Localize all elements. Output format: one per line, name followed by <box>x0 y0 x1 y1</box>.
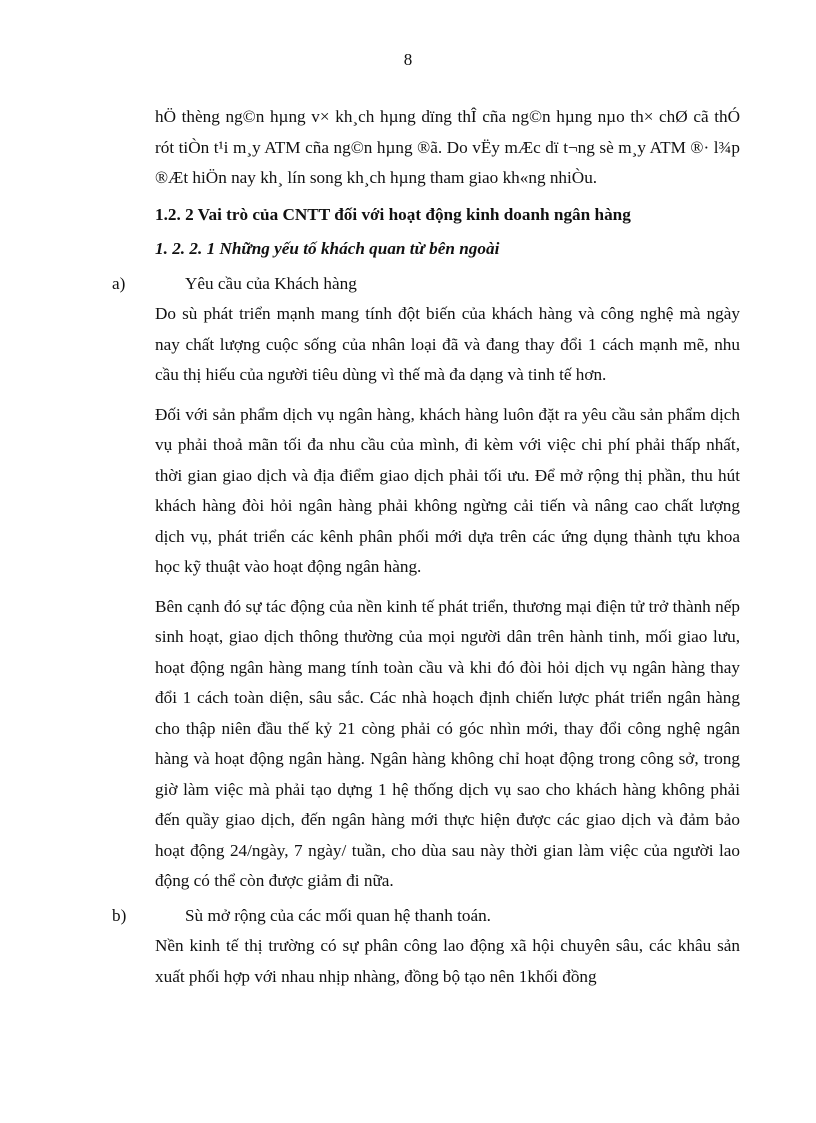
paragraph-continued: hÖ thèng ng©n hµng v× kh¸ch hµng dïng thÎ cña ng©n hµng nµo th× chØ cã thÓ rót tiÒn t¹i m¸y ATM cña ng©n hµng ®ã. Do vËy mÆc dï t¬ng sè m¸y ATM ®· l¾p ®Æt hiÖn nay kh¸ lín song kh¸ch hµng tham giao kh«ng nhiÒu. <box>155 107 740 187</box>
list-marker-b: b) <box>112 905 127 925</box>
paragraph-2: Đối với sản phẩm dịch vụ ngân hàng, khách hàng luôn đặt ra yêu cầu sản phẩm dịch vụ phải thoả mãn tối đa nhu cầu của mình, đi kèm với việc chi phí phải thấp nhất, thời gian giao dịch và địa điểm giao dịch phải tối ưu. Để mở rộng thị phần, thu hút khách hàng đòi hỏi ngân hàng phải không ngừng cải tiến và nâng cao chất lượng dịch vụ, phát triển các kênh phân phối mới dựa trên các ứng dụng thành tựu khoa học kỹ thuật vào hoạt động ngân hàng. <box>155 404 740 576</box>
list-marker-a: a) <box>112 273 126 293</box>
list-item-b-title: Sù mở rộng của các mối quan hệ thanh toán. <box>185 905 491 925</box>
section-heading: 1.2. 2 Vai trò của CNTT đối với hoạt động kinh doanh ngân hàng <box>155 204 631 224</box>
paragraph-1: Do sù phát triển mạnh mang tính đột biến của khách hàng và công nghệ mà ngày nay chất lượng cuộc sống của nhân loại đã và đang thay đổi 1 cách mạnh mẽ, nhu cầu thị hiếu của người tiêu dùng vì thế mà đa dạng và tinh tế hơn. <box>155 304 740 384</box>
page-content <box>112 102 740 992</box>
list-item-b <box>112 901 740 932</box>
subsection-heading: 1. 2. 2. 1 Những yếu tố khách quan từ bên ngoài <box>155 239 500 258</box>
paragraph-4: Nền kinh tế thị trường có sự phân công lao động xã hội chuyên sâu, các khâu sản xuất phối hợp với nhau nhịp nhàng, đồng bộ tạo nên 1khối đồng <box>155 936 740 986</box>
paragraph-3: Bên cạnh đó sự tác động của nền kinh tế phát triển, thương mại điện tử trở thành nếp sinh hoạt, giao dịch thông thường của mọi người dân trên hành tinh, mối giao lưu, hoạt động ngân hàng mang tính toàn cầu và khi đó đòi hỏi dịch vụ ngân hàng thay đổi 1 cách toàn diện, sâu sắc. Các nhà hoạch định chiến lược phát triển ngân hàng cho thập niên đầu thế kỷ 21 còng phải có góc nhìn mới, thay đổi công nghệ ngân hàng và hoạt động ngân hàng. Ngân hàng không chỉ hoạt động trong công sở, trong giờ làm việc mà phải tạo dựng 1 hệ thống dịch vụ sao cho khách hàng không phải đến quầy giao dịch, đến ngân hàng mới thực hiện được các giao dịch và đảm bảo hoạt động 24/ngày, 7 ngày/ tuần, cho dùa sau này thời gian làm việc của người lao động có thể còn được giảm đi nữa. <box>155 596 740 890</box>
list-item-a <box>112 269 740 300</box>
list-item-a-title: Yêu cầu của Khách hàng <box>185 273 357 293</box>
page-number: 8 <box>403 50 413 69</box>
